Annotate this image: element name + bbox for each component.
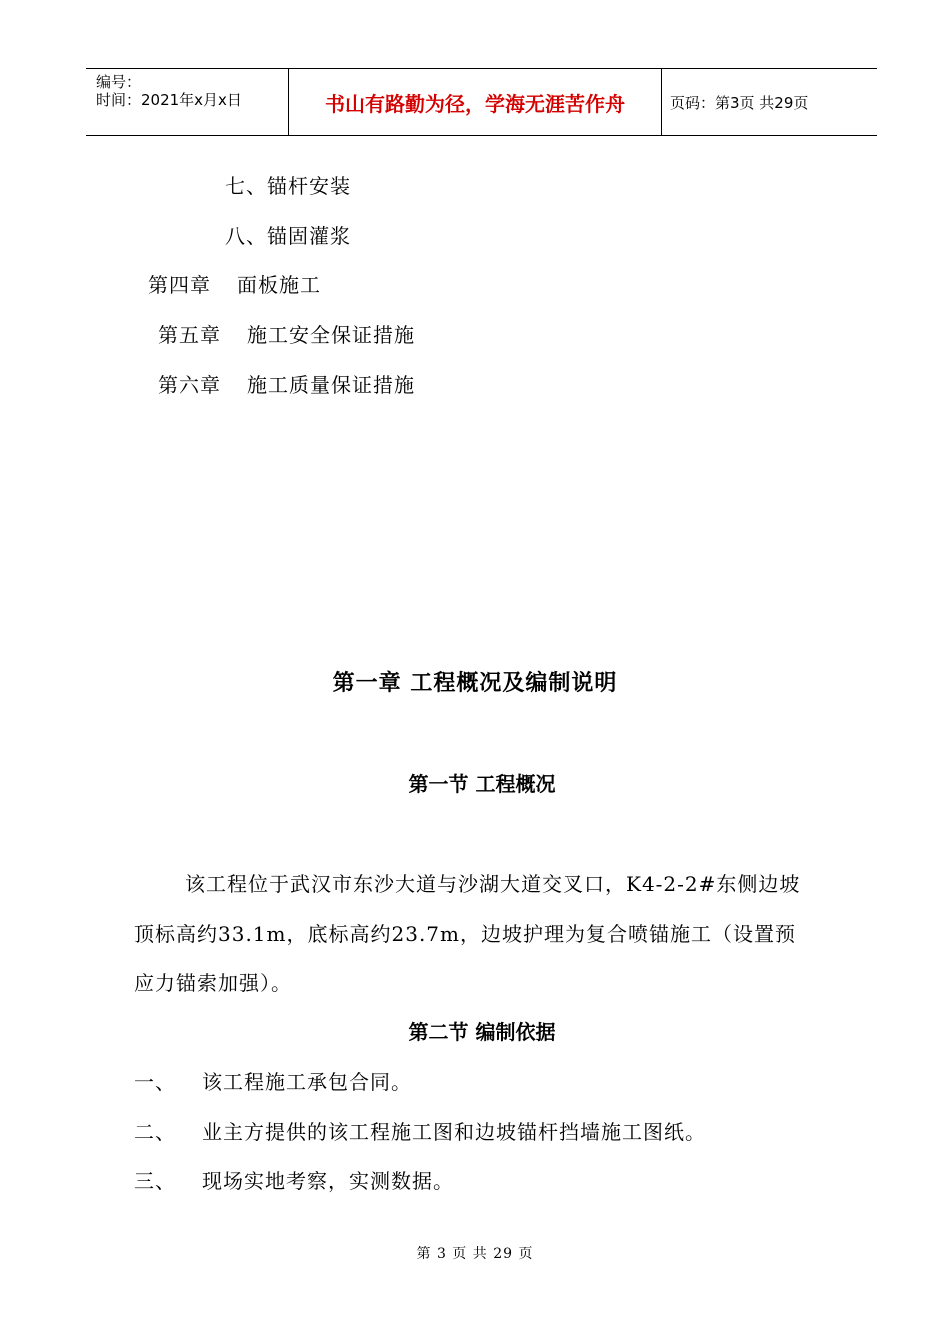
toc-item-title: 施工质量保证措施 <box>247 373 415 397</box>
section-title: 第二节 编制依据 <box>408 1020 556 1044</box>
header-motto-cell <box>288 69 662 135</box>
toc-item-number: 第五章 <box>158 323 221 347</box>
toc-item-title: 锚固灌浆 <box>267 224 351 248</box>
toc-item-number: 第六章 <box>158 373 221 397</box>
section-title: 第一节 工程概况 <box>408 772 556 796</box>
list-item <box>134 1068 412 1096</box>
paragraph-line: 顶标高约33.1m，底标高约23.7m，边坡护理为复合喷锚施工（设置预 <box>134 922 796 946</box>
toc-item-title: 施工安全保证措施 <box>247 323 415 347</box>
toc-item-number: 第四章 <box>148 273 211 297</box>
header-info-cell <box>86 69 288 135</box>
header-motto: 书山有路勤为径，学海无涯苦作舟 <box>325 92 625 116</box>
toc-item <box>225 172 351 200</box>
header-page-number: 页码：第3页 共29页 <box>670 94 809 112</box>
list-item <box>134 1167 454 1195</box>
list-item-number: 二、 <box>134 1120 176 1144</box>
list-item-text: 现场实地考察，实测数据。 <box>202 1169 454 1193</box>
list-item-text: 业主方提供的该工程施工图和边坡锚杆挡墙施工图纸。 <box>202 1120 706 1144</box>
toc-item-number: 八、 <box>225 224 267 248</box>
toc-item <box>148 271 321 299</box>
paragraph-line: 该工程位于武汉市东沙大道与沙湖大道交叉口，K4-2-2#东侧边坡 <box>185 872 801 896</box>
toc-item <box>158 321 415 349</box>
toc-item <box>225 222 351 250</box>
document-number-label: 编号： <box>96 73 142 91</box>
list-item <box>134 1118 706 1146</box>
toc-item-title: 面板施工 <box>237 273 321 297</box>
page-footer: 第 3 页 共 29 页 <box>416 1246 534 1262</box>
toc-item <box>158 371 415 399</box>
paragraph-line: 应力锚索加强）。 <box>134 971 292 995</box>
toc-item-title: 锚杆安装 <box>267 174 351 198</box>
list-item-number: 三、 <box>134 1169 176 1193</box>
header-page-cell <box>662 69 877 135</box>
chapter-title: 第一章 工程概况及编制说明 <box>332 671 618 696</box>
toc-item-number: 七、 <box>225 174 267 198</box>
list-item-number: 一、 <box>134 1070 176 1094</box>
page-header <box>86 68 877 136</box>
list-item-text: 该工程施工承包合同。 <box>202 1070 412 1094</box>
document-time-label: 时间：2021年x月x日 <box>96 91 242 109</box>
